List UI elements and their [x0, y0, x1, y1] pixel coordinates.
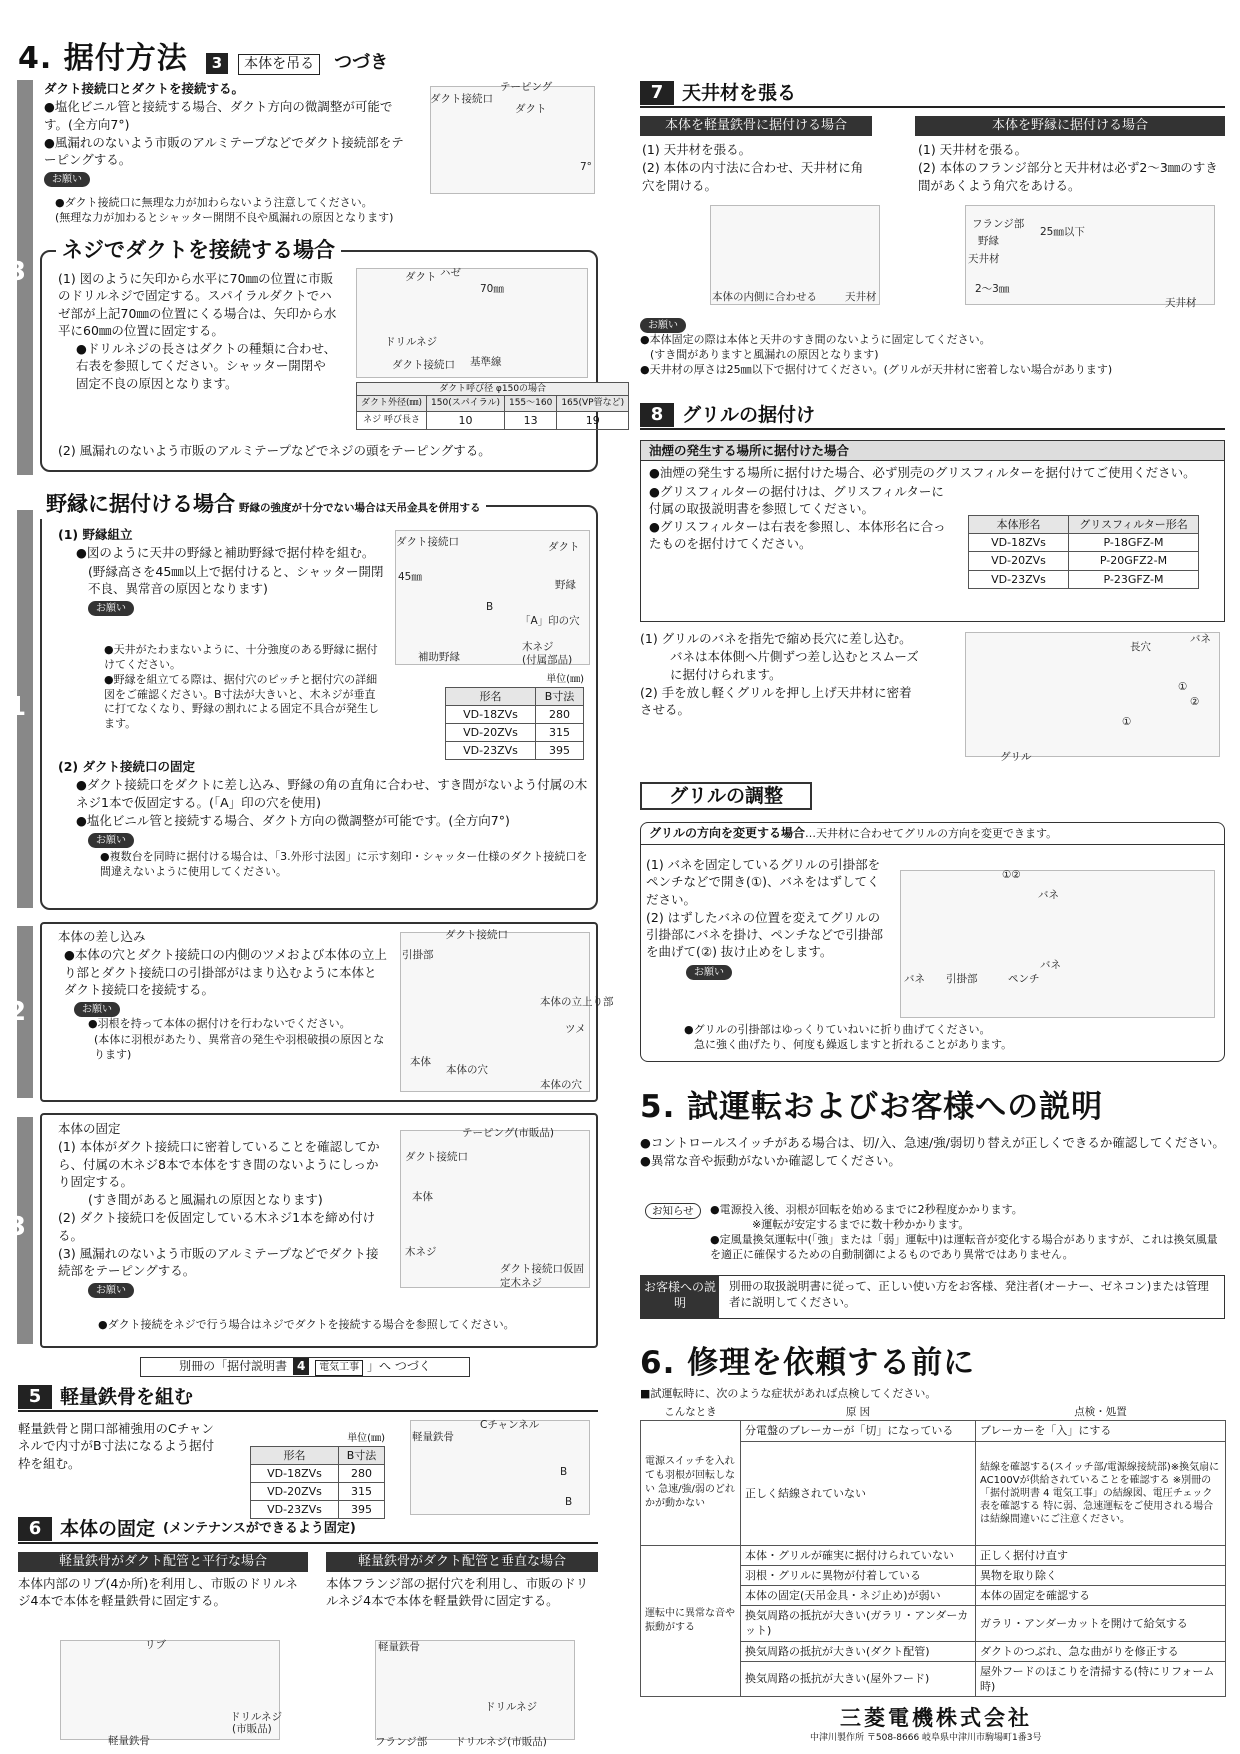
fig-label: 25㎜以下	[1040, 226, 1085, 238]
neji-table	[356, 395, 629, 430]
step2-text	[58, 928, 388, 1064]
fig-label: (市販品)	[232, 1723, 272, 1735]
table-cell: B寸法	[339, 1446, 385, 1464]
fig-label: 本体の穴	[540, 1079, 582, 1091]
step2-b: ●本体の穴とダクト接続口の内側のツメおよび本体の立上り部とダクト接続口の引掛部がはまり込むように本体とダクト接続口を接続する。	[64, 947, 387, 997]
fig-label: フランジ部	[375, 1736, 428, 1748]
step-label: 本体を吊る	[238, 54, 320, 75]
fig-label: 本体の内側に合わせる	[712, 291, 817, 303]
duct-connect-b2: ●風漏れのないよう市販のアルミテープなどでダクト接続部をテーピングする。	[44, 134, 404, 167]
fig-label: フランジ部	[972, 218, 1025, 230]
sec7-title: 天井材を張る	[682, 81, 797, 104]
step-bar-3-number: 3	[8, 257, 27, 287]
sec8-b1: ●油煙の発生する場所に据付けた場合、必ず別売のグリスフィルターを据付けてご使用ください。	[649, 465, 1196, 481]
step-number: 3	[206, 53, 228, 74]
fig-label: ①②	[1002, 869, 1021, 881]
table-cell: VD-20ZVs	[251, 1483, 339, 1501]
sec8-p1b: バネは本体側へ片側ずつ差し込むとスムーズに据付けられます。	[670, 649, 919, 682]
duct-connect-note	[55, 196, 595, 226]
note-badge: お願い	[88, 601, 134, 616]
table-cell: 280	[339, 1464, 385, 1482]
fig-label: テーピング(市販品)	[462, 1127, 554, 1139]
noen-table	[445, 687, 584, 761]
sec7-n2: (すき間がありますと風漏れの原因となります)	[650, 347, 879, 361]
fig-label: 引掛部	[402, 949, 434, 961]
fig-label: Cチャンネル	[480, 1419, 540, 1431]
noen-s1-head: (1) 野縁組立	[58, 527, 133, 542]
fig-label: 長穴	[1130, 641, 1151, 653]
sec-5-body	[640, 1134, 1225, 1171]
fig-label: 天井材	[968, 253, 1000, 265]
table-cell: 換気周路の抵抗が大きい(屋外フード)	[741, 1661, 976, 1696]
fig-label: ダクト	[515, 103, 547, 115]
sec6-header	[18, 1516, 598, 1544]
fig-label: 補助野縁	[418, 651, 460, 663]
company-name: 三菱電機株式会社	[840, 1706, 1032, 1730]
fig-label: ダクト接続口	[445, 929, 508, 941]
table-cell: 異物を取り除く	[976, 1565, 1226, 1585]
noen-s1b: ●図のように天井の野縁と補助野縁で据付枠を組む。	[76, 545, 375, 561]
sec8-p2: (2) 手を放し軽くグリルを押し上げ天井材に密着させる。	[640, 684, 912, 717]
table-cell: VD-20ZVs	[446, 724, 536, 742]
sec6-right-body: 本体フランジ部の据付穴を利用し、市販のドリルネジ4本で本体を軽量鉄骨に固定する。	[326, 1576, 589, 1609]
fig-label: 天井材	[845, 291, 877, 303]
duct-connect-b1: ●塩化ビニル管と接続する場合、ダクト方向の微調整が可能です。(全方向7°)	[44, 99, 393, 132]
fig-label: ダクト	[548, 541, 580, 553]
neji-table-wrap	[356, 382, 629, 430]
fig-label: グリル	[1000, 751, 1032, 763]
sec6-title: 本体の固定	[60, 1517, 156, 1540]
sec8-figure	[965, 632, 1220, 757]
sec-6-intro: ■試運転時に、次のような症状があれば点検してください。	[640, 1387, 937, 1400]
table-cell: P-20GFZ2-M	[1069, 552, 1199, 570]
sec7-notes	[640, 318, 1225, 378]
noen-unit: 単位(㎜)	[546, 674, 584, 685]
fig-label: 70㎜	[480, 283, 504, 295]
table-cell: ブレーカーを「入」にする	[976, 1421, 1226, 1441]
fig-label: ドリルネジ	[485, 1701, 538, 1713]
bessatsu-pre: 別冊の「据付説明書	[179, 1359, 288, 1373]
sec7-n3: ●天井材の厚さは25㎜以下で据付けてください。(グリルが天井材に密着しない場合があります)	[640, 362, 1113, 376]
sec6-left-body: 本体内部のリブ(4か所)を利用し、市販のドリルネジ4本で本体を軽量鉄骨に固定する。	[18, 1576, 298, 1609]
neji-table-caption: ダクト呼び径 φ150の場合	[356, 382, 629, 395]
step3-p3: (3) 風漏れのないよう市販のアルミテープなどでダクト接続部をテーピングする。	[58, 1245, 379, 1278]
note-badge: お願い	[88, 833, 134, 848]
table-cell: 280	[536, 705, 584, 723]
sec6-number: 6	[18, 1517, 52, 1542]
table-cell: VD-20ZVs	[969, 552, 1069, 570]
neji-p1: (1) 図のように矢印から水平に70㎜の位置に市販のドリルネジで固定する。スパイラルダクトでハゼ部が上記70㎜の位置にくる場合は、矢印から水平に60㎜の位置に固定する。	[58, 271, 337, 338]
fig-label: 本体	[412, 1191, 433, 1203]
adjust-notes	[684, 1023, 1224, 1053]
adjust-box-header	[641, 823, 1224, 845]
neji-title: ネジでダクトを接続する場合	[56, 236, 341, 265]
sec8-p1: (1) グリルのバネを指先で縮め長穴に差し込む。	[640, 631, 912, 646]
table-cell: 屋外フードのほこりを清掃する(特にリフォーム時)	[976, 1661, 1226, 1696]
fig-label: ダクト接続口	[405, 1151, 468, 1163]
fig-label: ①	[1122, 716, 1132, 728]
step3-head: 本体の固定	[58, 1121, 121, 1136]
note-badge: お願い	[74, 1002, 120, 1017]
step3-text	[58, 1120, 388, 1298]
sec8-b2: ●グリスフィルターの据付けは、グリスフィルターに付属の取扱説明書を参照してください。	[649, 483, 944, 516]
explain-head: お客様への説明	[641, 1276, 719, 1318]
table-header: 原 因	[845, 1406, 871, 1418]
neji-p2: (2) 風漏れのないよう市販のアルミテープなどでネジの頭をテーピングする。	[58, 443, 491, 458]
sec5-table-wrap	[250, 1432, 385, 1519]
sec5-table	[250, 1446, 385, 1520]
repair-table	[640, 1404, 1226, 1697]
repair-table-wrap	[640, 1404, 1225, 1697]
sec7-number: 7	[640, 81, 674, 106]
table-cell: 正しく据付け直す	[976, 1545, 1226, 1565]
noen-n1: ●天井がたわまないように、十分強度のある野縁に据付けてください。	[104, 643, 378, 671]
sec6-right-head: 軽量鉄骨がダクト配管と垂直な場合	[326, 1552, 598, 1572]
fig-label: 基準線	[470, 356, 502, 368]
oshirase-o3: ●定風量換気運転中(「強」または「弱」運転中)は運転音が変化する場合がありますが、これは換気風量を適正に確保するための自動制御によるものであり異常ではありません。	[710, 1232, 1218, 1261]
fig-label: ドリルネジ(市販品)	[455, 1736, 547, 1748]
table-cell: 電源スイッチを入れても羽根が回転しない 急速/強/弱のどれかが動かない	[641, 1421, 741, 1545]
fig-label: バネ	[1040, 959, 1061, 971]
fig-label: 野縁	[555, 579, 576, 591]
note-badge: お願い	[640, 318, 686, 333]
section-4-title: 4. 据付方法	[18, 41, 188, 76]
sec5-header	[18, 1384, 598, 1412]
sec5-body: 軽量鉄骨と開口部補強用のCチャンネルで内寸がB寸法になるよう据付枠を組む。	[18, 1421, 215, 1471]
fig-label: バネ	[904, 973, 925, 985]
step3-p1b: (すき間があると風漏れの原因となります)	[88, 1192, 323, 1207]
fig-label: 引掛部	[946, 973, 978, 985]
table-cell: ダクト外径(㎜)	[357, 396, 427, 411]
bessatsu-note	[140, 1357, 470, 1377]
adjust-p2: (2) はずしたバネの位置を変えてグリルの引掛部にバネを掛け、ペンチなどで引掛部を曲げて(②) 抜け止めをします。	[646, 909, 884, 960]
sec7-right-head: 本体を野縁に据付ける場合	[915, 116, 1225, 136]
noen-table-wrap	[445, 673, 584, 760]
table-cell: B寸法	[536, 687, 584, 705]
fig-label: 本体の立上り部	[540, 996, 614, 1008]
table-cell: VD-18ZVs	[251, 1464, 339, 1482]
noen-s1c: (野縁高さを45㎜以上で据付けると、シャッター開閉不良、異常音の原因となります)	[88, 563, 384, 596]
sec8-header	[640, 402, 1225, 430]
sec8-steps	[640, 630, 920, 719]
table-cell: ガラリ・アンダーカットを開けて給気する	[976, 1606, 1226, 1641]
sec7-header	[640, 80, 1225, 108]
oshirase-o2: ※運転が安定するまでに数十秒かかります。	[752, 1217, 970, 1231]
noen-s2-head: (2) ダクト接続口の固定	[58, 759, 195, 774]
oshirase-badge: お知らせ	[645, 1203, 701, 1219]
sec-6-title: 6. 修理を依頼する前に	[640, 1345, 976, 1381]
fig-label: B	[560, 1466, 568, 1478]
fig-label: 野縁	[978, 235, 999, 247]
fig-label: ハゼ	[440, 267, 461, 279]
step3-p1: (1) 本体がダクト接続口に密着していることを確認してから、付属の木ネジ8本で本体をすき間のないようにしっかり固定する。	[58, 1139, 380, 1189]
noen-n2: ●野縁を組立てる際は、据付穴のピッチと据付穴の詳細図をご確認ください。B寸法が大きいと、木ネジが垂直に打てなくなり、野縁の割れによる固定不具合が発生します。	[104, 672, 379, 731]
sec7-r2: (2) 本体のフランジ部分と天井材は必ず2〜3㎜のすき間があくよう角穴をあける。	[918, 160, 1218, 193]
fig-label: ①	[1178, 681, 1188, 693]
sec7-l1: (1) 天井材を張る。	[642, 142, 752, 157]
fig-label: ダクト接続口	[396, 536, 459, 548]
step2-n1: ●羽根を持って本体の据付けを行わないでください。	[88, 1017, 351, 1030]
table-cell: 315	[536, 724, 584, 742]
fig-label: 木ネジ	[522, 641, 554, 653]
bessatsu-num: 4	[293, 1358, 309, 1375]
table-cell: 本体形名	[969, 516, 1069, 534]
neji-p1b: ●ドリルネジの長さはダクトの種類に合わせ、右表を参照してください。シャッター開閉や固定不良の原因となります。	[76, 341, 337, 391]
fig-label: ペンチ	[1008, 973, 1040, 985]
table-cell: 395	[339, 1501, 385, 1519]
sec-5-title: 5. 試運転およびお客様への説明	[640, 1089, 1104, 1125]
adjust-n1: ●グリルの引掛部はゆっくりていねいに折り曲げてください。	[684, 1023, 991, 1036]
adjust-title: グリルの調整	[640, 782, 812, 810]
note-badge: お願い	[44, 172, 90, 187]
company-address: 中津川製作所 〒508-8666 岐阜県中津川市駒場町1番3号	[810, 1733, 1042, 1743]
table-cell: 150(スパイラル)	[427, 396, 505, 411]
fig-label: ダクト接続口	[392, 359, 455, 371]
noen-n3: ●複数台を同時に据付ける場合は、「3.外形寸法図」に示す刻印・シャッター仕様のダクト接続口を間違えないように使用してください。	[100, 850, 588, 878]
table-cell: 315	[339, 1483, 385, 1501]
fig-label: (付属部品)	[522, 654, 573, 666]
bessatsu-post: 」へ つづく	[367, 1359, 431, 1373]
sec6-left-head: 軽量鉄骨がダクト配管と平行な場合	[18, 1552, 308, 1572]
duct-connect-block	[44, 80, 404, 187]
table-cell: VD-23ZVs	[446, 742, 536, 760]
continued-label: つづき	[334, 52, 389, 73]
sec7-left-head: 本体を軽量鉄骨に据付ける場合	[640, 116, 872, 136]
table-cell: 換気周路の抵抗が大きい(ダクト配管)	[741, 1641, 976, 1661]
table-cell: 165(VP管など)	[557, 396, 629, 411]
fig-label: ダクト接続口仮固定木ネジ	[500, 1263, 584, 1290]
noen-s2b: ●ダクト接続口をダクトに差し込み、野縁の角の直角に合わせ、すき間がないよう付属の木ネジ1本で仮固定する。(「A」印の穴を使用)	[76, 777, 588, 810]
oshirase-text	[710, 1203, 1225, 1262]
noen-header	[40, 490, 486, 519]
section-4-header	[18, 42, 598, 76]
note-badge: お願い	[686, 965, 732, 980]
noen-s2	[58, 758, 588, 881]
sec6-sub: (メンテナンスができるよう固定)	[163, 1521, 356, 1537]
oshirase-o1: ●電源投入後、羽根が回転を始めるまでに2秒程度かかります。	[710, 1203, 1023, 1216]
fig-label: B	[486, 601, 494, 613]
table-cell: P-23GFZ-M	[1069, 570, 1199, 588]
sec8-b3: ●グリスフィルターは右表を参照し、本体形名に合ったものを据付けてください。	[649, 519, 946, 552]
sec7-right-text	[918, 141, 1223, 195]
table-cell: 本体の固定を確認する	[976, 1586, 1226, 1606]
noen-notes	[104, 643, 386, 732]
explain-box	[640, 1275, 1225, 1319]
fig-label: ②	[1190, 696, 1200, 708]
noen-title: 野縁に据付ける場合	[46, 492, 235, 516]
table-cell: 本体の固定(天吊金具・ネジ止め)が弱い	[741, 1586, 976, 1606]
fig-label: 2〜3㎜	[975, 283, 1010, 295]
adjust-steps	[646, 856, 891, 980]
table-cell: 形名	[251, 1446, 339, 1464]
fig-label: ドリルネジ	[230, 1711, 283, 1723]
table-header: こんなとき	[664, 1406, 717, 1418]
sec8-box-head: 油煙の発生する場所に据付けた場合	[641, 441, 1224, 461]
table-cell: 換気周路の抵抗が大きい(ガラリ・アンダーカット)	[741, 1606, 976, 1641]
table-cell: 本体・グリルが確実に据付けられていない	[741, 1545, 976, 1565]
fig-label: 木ネジ	[405, 1246, 437, 1258]
sec7-n1: ●本体固定の際は本体と天井のすき間のないように固定してください。	[640, 333, 991, 346]
fig-label: ツメ	[565, 1023, 586, 1035]
sec8-table-wrap	[968, 515, 1199, 589]
step3-n1: ●ダクト接続をネジで行う場合はネジでダクトを接続する場合を参照してください。	[98, 1318, 515, 1331]
table-cell: 395	[536, 742, 584, 760]
step-bar-2-number: 2	[8, 997, 27, 1027]
sec5-title: 軽量鉄骨を組む	[60, 1385, 194, 1408]
fig-label: 天井材	[1165, 297, 1197, 309]
step3-p2: (2) ダクト接続口を仮固定している木ネジ1本を締め付ける。	[58, 1210, 376, 1243]
sec8-number: 8	[640, 403, 674, 428]
table-cell: VD-23ZVs	[251, 1501, 339, 1519]
fig-label: 「A」印の穴	[520, 615, 580, 627]
table-cell: ネジ 呼び長さ	[357, 411, 427, 429]
fig-label: リブ	[145, 1639, 166, 1651]
table-cell: 13	[504, 411, 556, 429]
fig-label: ダクト	[405, 271, 437, 283]
table-cell: P-18GFZ-M	[1069, 534, 1199, 552]
step2-head: 本体の差し込み	[58, 929, 146, 944]
table-cell: 結線を確認する(スイッチ部/電源線接続部)※換気扇にAC100Vが供給されていることを確認する ※別冊の「据付説明書 4 電気工事」の結線図、電圧チェック表を確認する 特に弱、急速運転をご使用される場合は結線間違いにご注意ください。	[976, 1441, 1226, 1545]
bessatsu-tag: 電気工事	[315, 1360, 363, 1376]
table-header: 点検・処置	[1074, 1406, 1127, 1418]
fig-label: B	[565, 1496, 573, 1508]
fig-label: バネ	[1038, 889, 1059, 901]
sec7-r1: (1) 天井材を張る。	[918, 142, 1028, 157]
sec-5-b2: ●異常な音や振動がないか確認してください。	[640, 1153, 901, 1169]
fig-label: 本体	[410, 1056, 431, 1068]
noen-sub: 野縁の強度が十分でない場合は天吊金具を併用する	[238, 502, 481, 514]
step-bar-1-number: 1	[8, 692, 27, 722]
table-cell: グリスフィルター形名	[1069, 516, 1199, 534]
duct-connect-note2: (無理な力が加わるとシャッター開閉不良や風漏れの原因となります)	[55, 210, 394, 224]
sec7-l2: (2) 本体の内寸法に合わせ、天井材に角穴を開ける。	[642, 160, 864, 193]
fig-label: 7°	[580, 161, 592, 173]
table-cell: VD-18ZVs	[446, 705, 536, 723]
sec8-table	[968, 515, 1199, 589]
table-cell: 155〜160	[504, 396, 556, 411]
adjust-n2: 急に強く曲げたり、何度も繰返しますと折れることがあります。	[694, 1037, 1013, 1051]
fig-label: ドリルネジ	[385, 336, 438, 348]
fig-label: 軽量鉄骨	[412, 1431, 454, 1443]
note-badge: お願い	[88, 1283, 134, 1298]
sec8-title: グリルの据付け	[682, 403, 816, 426]
table-cell: 正しく結線されていない	[741, 1441, 976, 1545]
sec5-number: 5	[18, 1385, 52, 1410]
step-bar-3b-number: 3	[8, 1212, 27, 1242]
noen-s2c: ●塩化ビニル管と接続する場合、ダクト方向の微調整が可能です。(全方向7°)	[76, 812, 510, 828]
adjust-p1: (1) バネを固定しているグリルの引掛部をペンチなどで開き(①)、バネをはずしてください。	[646, 857, 881, 907]
adjust-box-head: グリルの方向を変更する場合	[649, 826, 806, 840]
sec6-right-figure	[375, 1640, 575, 1740]
table-cell: VD-23ZVs	[969, 570, 1069, 588]
noen-s1	[58, 526, 388, 616]
explain-body: 別冊の取扱説明書に従って、正しい使い方をお客様、発注者(オーナー、ゼネコン)または管理者に説明してください。	[729, 1279, 1209, 1309]
table-cell: 運転中に異常な音や振動がする	[641, 1545, 741, 1696]
table-cell: 分電盤のブレーカーが「切」になっている	[741, 1421, 976, 1441]
table-cell: ダクトのつぶれ、急な曲がりを修正する	[976, 1641, 1226, 1661]
fig-label: 軽量鉄骨	[378, 1641, 420, 1653]
sec-5-b1: ●コントロールスイッチがある場合は、切/入、急速/強/弱切り替えが正しくできるか確認してください。	[640, 1135, 1225, 1150]
step2-n2: (本体に羽根があたり、異常音の発生や羽根破損の原因となります)	[94, 1032, 385, 1061]
fig-label: ダクト接続口	[430, 93, 493, 105]
table-cell: 10	[427, 411, 505, 429]
table-cell: 羽根・グリルに異物が付着している	[741, 1565, 976, 1585]
fig-label: 45㎜	[398, 571, 422, 583]
adjust-box-sub: …天井材に合わせてグリルの方向を変更できます。	[805, 827, 1058, 840]
fig-label: テーピング	[500, 81, 553, 93]
fig-label: 本体の穴	[446, 1064, 488, 1076]
sec7-left-text	[642, 141, 872, 195]
table-cell: VD-18ZVs	[969, 534, 1069, 552]
fig-label: バネ	[1190, 633, 1211, 645]
table-cell: 形名	[446, 687, 536, 705]
neji-text	[58, 270, 338, 393]
duct-connect-note1: ●ダクト接続口に無理な力が加わらないよう注意してください。	[55, 196, 373, 209]
fig-label: 軽量鉄骨	[108, 1735, 150, 1747]
duct-connect-head: ダクト接続口とダクトを接続する。	[44, 81, 245, 96]
table-cell: 19	[557, 411, 629, 429]
sec5-unit: 単位(㎜)	[347, 1433, 385, 1444]
